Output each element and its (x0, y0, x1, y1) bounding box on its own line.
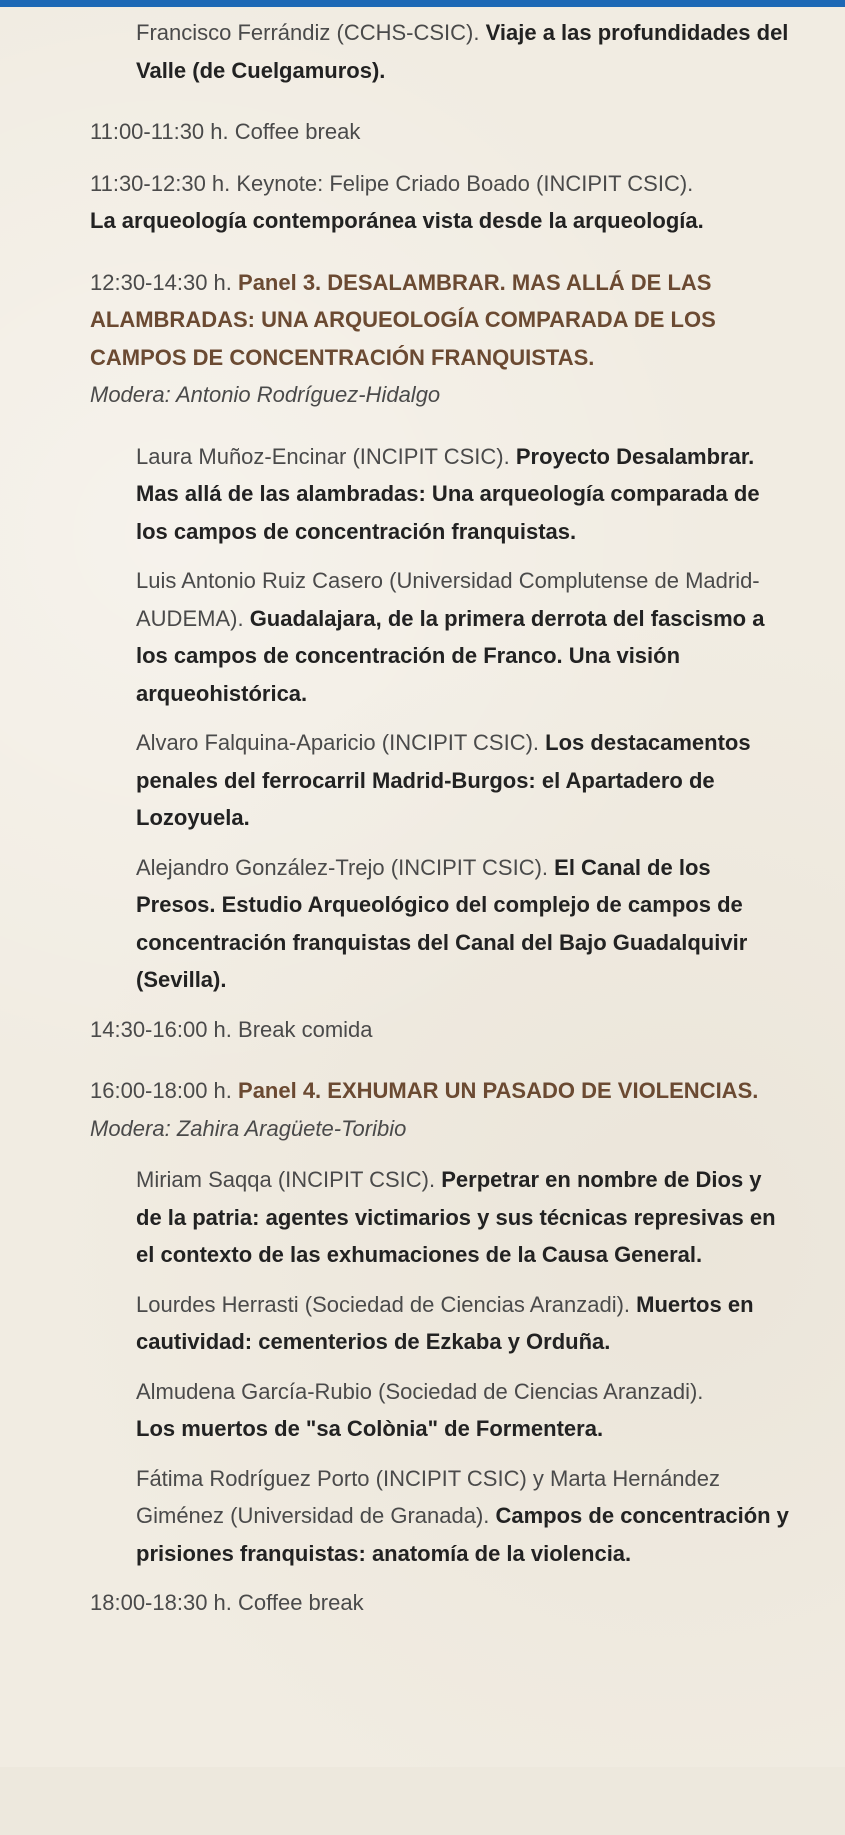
schedule-item-coffee-break (90, 1584, 790, 1622)
talk-item (90, 438, 790, 551)
talk-item (90, 1460, 790, 1573)
talk-speaker: Almudena García-Rubio (Sociedad de Ciencias Aranzadi). (136, 1378, 704, 1404)
schedule-label: Break comida (231, 1016, 373, 1042)
talk-speaker: Laura Muñoz-Encinar (INCIPIT CSIC). (136, 443, 516, 469)
schedule-label: Coffee break (228, 119, 361, 144)
talk-speaker: Francisco Ferrándiz (CCHS-CSIC). (136, 20, 486, 45)
talk-title: El Canal de los Presos. Estudio Arqueológico del complejo de campos de concentración franquistas del Canal del Bajo Guadalquivir (Sevilla). (136, 854, 748, 992)
talk-title: Muertos en cautividad: cementerios de Ezkaba y Orduña. (136, 1291, 754, 1354)
panel-moderator: Modera: Zahira Aragüete-Toribio (90, 1115, 407, 1141)
talk-item (90, 14, 790, 89)
schedule-item-keynote (90, 165, 790, 240)
schedule-time: 11:00-11:30 h. (90, 119, 229, 144)
talk-item (90, 849, 790, 999)
talk-title: Guadalajara, de la primera derrota del fascismo a los campos de concentración de Franco. Una visión arqueohistórica. (136, 605, 765, 706)
talk-item (90, 724, 790, 837)
top-accent-bar (0, 0, 845, 7)
schedule-item-panel-3 (90, 264, 790, 414)
talk-item (90, 562, 790, 712)
talk-speaker: Alvaro Falquina-Aparicio (INCIPIT CSIC). (136, 730, 546, 755)
program-content (90, 14, 790, 1622)
panel-title: Panel 4. EXHUMAR UN PASADO DE VIOLENCIAS. (238, 1078, 759, 1103)
schedule-time: 12:30-14:30 h. (90, 269, 239, 295)
schedule-label: Coffee break (231, 1590, 364, 1615)
schedule-time: 14:30-16:00 h. (90, 1016, 232, 1042)
schedule-item-lunch-break (90, 1011, 790, 1049)
talk-title: Proyecto Desalambrar. Mas allá de las alambradas: Una arqueología comparada de los campos de concentración franquistas. (136, 443, 760, 544)
schedule-item-panel-4 (90, 1072, 790, 1147)
schedule-time: 18:00-18:30 h. (90, 1590, 232, 1615)
schedule-time: 11:30-12:30 h. (90, 170, 231, 196)
panel-title: Panel 3. DESALAMBRAR. MAS ALLÁ DE LAS ALAMBRADAS: UNA ARQUEOLOGÍA COMPARADA DE LOS CAMPOS DE CONCENTRACIÓN FRANQUISTAS. (90, 269, 716, 370)
talk-title: Los muertos de "sa Colònia" de Formentera. (136, 1416, 604, 1441)
talk-title: Los destacamentos penales del ferrocarril Madrid-Burgos: el Apartadero de Lozoyuela. (136, 730, 751, 830)
talk-speaker: Lourdes Herrasti (Sociedad de Ciencias Aranzadi). (136, 1291, 637, 1317)
talk-item (90, 1373, 790, 1448)
keynote-speaker: Keynote: Felipe Criado Boado (INCIPIT CSIC). (230, 170, 694, 196)
talk-item (90, 1286, 790, 1361)
schedule-item-coffee-break (90, 113, 790, 151)
talk-item (90, 1161, 790, 1274)
page-bottom-band (0, 1767, 845, 1835)
talk-speaker: Miriam Saqqa (INCIPIT CSIC). (136, 1167, 442, 1192)
schedule-time: 16:00-18:00 h. (90, 1078, 239, 1103)
talk-title: Campos de concentración y prisiones franquistas: anatomía de la violencia. (136, 1503, 789, 1566)
talk-speaker: Fátima Rodríguez Porto (INCIPIT CSIC) y Marta Hernández Giménez (Universidad de Granada). (136, 1465, 721, 1528)
keynote-title: La arqueología contemporánea vista desde la arqueología. (90, 208, 704, 233)
panel-moderator: Modera: Antonio Rodríguez-Hidalgo (90, 382, 441, 407)
talk-title: Viaje a las profundidades del Valle (de Cuelgamuros). (136, 20, 789, 83)
talk-speaker: Alejandro González-Trejo (INCIPIT CSIC). (136, 854, 555, 880)
talk-title: Perpetrar en nombre de Dios y de la patria: agentes victimarios y sus técnicas represivas en el contexto de las exhumaciones de la Causa General. (136, 1167, 776, 1267)
talk-speaker: Luis Antonio Ruiz Casero (Universidad Complutense de Madrid-AUDEMA). (136, 568, 760, 631)
